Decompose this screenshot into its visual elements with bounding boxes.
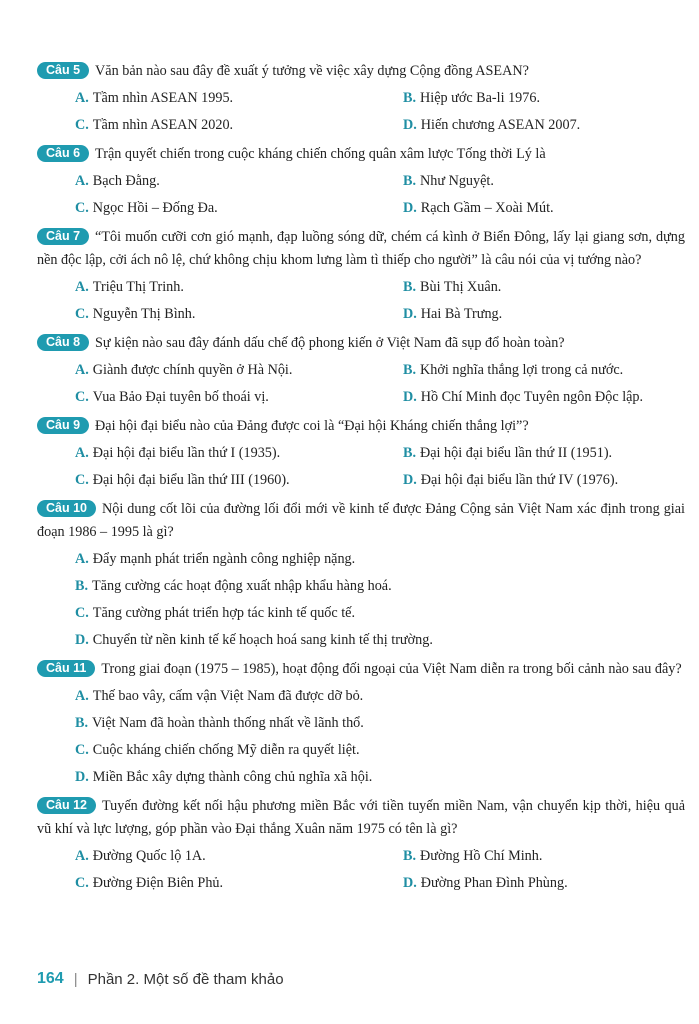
option-text: Cuộc kháng chiến chống Mỹ diễn ra quyết liệt. <box>92 742 360 758</box>
option-letter: C. <box>75 117 89 133</box>
option-b[interactable] <box>403 170 699 193</box>
option-b[interactable] <box>75 575 685 598</box>
option-text: Bạch Đằng. <box>92 173 160 189</box>
option-text: Hồ Chí Minh đọc Tuyên ngôn Độc lập. <box>420 389 644 405</box>
option-text: Hiệp ước Ba-li 1976. <box>420 90 541 106</box>
question-5 <box>37 60 685 137</box>
option-letter: A. <box>75 688 89 704</box>
page-content <box>37 60 685 901</box>
option-letter: B. <box>403 362 417 378</box>
option-letter: B. <box>403 848 417 864</box>
option-text: Rạch Gầm – Xoài Mút. <box>420 200 554 216</box>
question-stem <box>37 332 685 355</box>
option-letter: D. <box>75 769 89 785</box>
option-text: Đại hội đại biểu lần thứ IV (1976). <box>420 472 619 488</box>
question-badge: Câu 9 <box>37 417 89 434</box>
question-badge: Câu 8 <box>37 334 89 351</box>
option-letter: A. <box>75 362 89 378</box>
option-d[interactable] <box>403 303 699 326</box>
option-text: Tầm nhìn ASEAN 2020. <box>92 117 234 133</box>
option-text: Tăng cường phát triển hợp tác kinh tế quốc tế. <box>92 605 356 621</box>
option-text: Đẩy mạnh phát triển ngành công nghiệp nặng. <box>92 551 356 567</box>
question-stem <box>37 795 685 841</box>
question-8 <box>37 332 685 409</box>
question-stem <box>37 143 685 166</box>
option-text: Như Nguyệt. <box>420 173 494 189</box>
option-b[interactable] <box>403 87 699 110</box>
option-a[interactable] <box>75 685 685 708</box>
option-d[interactable] <box>75 766 685 789</box>
option-letter: C. <box>75 389 89 405</box>
option-a[interactable] <box>75 442 395 465</box>
question-stem <box>37 60 685 83</box>
option-d[interactable] <box>403 386 699 409</box>
question-stem <box>37 226 685 272</box>
question-text: “Tôi muốn cưỡi cơn gió mạnh, đạp luồng sóng dữ, chém cá kình ở Biển Đông, lấy lại giang sơn, dựng nền độc lập, cởi ách nô lệ, chứ không chịu khom lưng làm tì thiếp cho người” là câu nói của vị tướng nào? <box>37 229 685 268</box>
option-letter: B. <box>75 715 89 731</box>
option-letter: C. <box>75 875 89 891</box>
options <box>37 685 685 789</box>
question-text: Trận quyết chiến trong cuộc kháng chiến chống quân xâm lược Tống thời Lý là <box>95 146 546 162</box>
option-text: Hai Bà Trưng. <box>420 306 503 322</box>
question-text: Tuyến đường kết nối hậu phương miền Bắc với tiền tuyến miền Nam, vận chuyển kịp thời, hiệu quả vũ khí và lực lượng, góp phần vào Đại thắng Xuân năm 1975 có tên là gì? <box>37 798 685 837</box>
page-footer <box>37 970 284 988</box>
option-d[interactable] <box>75 629 685 652</box>
option-letter: C. <box>75 200 89 216</box>
option-text: Đường Phan Đình Phùng. <box>420 875 568 891</box>
question-badge: Câu 5 <box>37 62 89 79</box>
option-text: Khởi nghĩa thắng lợi trong cả nước. <box>420 362 624 378</box>
option-letter: D. <box>403 875 417 891</box>
options <box>37 845 685 895</box>
options <box>37 548 685 652</box>
option-letter: D. <box>403 117 417 133</box>
option-letter: A. <box>75 551 89 567</box>
option-text: Ngọc Hồi – Đống Đa. <box>92 200 218 216</box>
option-text: Vua Bảo Đại tuyên bố thoái vị. <box>92 389 269 405</box>
option-letter: B. <box>403 445 417 461</box>
option-text: Triệu Thị Trinh. <box>92 279 184 295</box>
option-text: Chuyển từ nền kinh tế kế hoạch hoá sang kinh tế thị trường. <box>92 632 433 648</box>
option-c[interactable] <box>75 872 395 895</box>
option-text: Tầm nhìn ASEAN 1995. <box>92 90 234 106</box>
question-badge: Câu 6 <box>37 145 89 162</box>
option-text: Bùi Thị Xuân. <box>420 279 502 295</box>
question-12 <box>37 795 685 895</box>
option-d[interactable] <box>403 197 699 220</box>
option-b[interactable] <box>403 359 699 382</box>
question-text: Đại hội đại biểu nào của Đảng được coi là “Đại hội Kháng chiến thắng lợi”? <box>95 418 529 434</box>
option-text: Hiến chương ASEAN 2007. <box>420 117 581 133</box>
option-c[interactable] <box>75 469 395 492</box>
option-c[interactable] <box>75 303 395 326</box>
question-11 <box>37 658 685 789</box>
option-text: Việt Nam đã hoàn thành thống nhất về lãnh thổ. <box>92 715 364 731</box>
options <box>37 276 685 326</box>
option-a[interactable] <box>75 276 395 299</box>
option-c[interactable] <box>75 739 685 762</box>
option-letter: D. <box>403 472 417 488</box>
option-a[interactable] <box>75 548 685 571</box>
option-text: Đại hội đại biểu lần thứ I (1935). <box>92 445 281 461</box>
question-9 <box>37 415 685 492</box>
option-b[interactable] <box>403 845 699 868</box>
options <box>37 87 685 137</box>
footer-separator: | <box>73 970 78 988</box>
option-letter: B. <box>403 90 417 106</box>
option-text: Giành được chính quyền ở Hà Nội. <box>92 362 293 378</box>
question-badge: Câu 7 <box>37 228 89 245</box>
option-letter: B. <box>403 173 417 189</box>
option-letter: D. <box>403 306 417 322</box>
option-letter: B. <box>75 578 89 594</box>
option-letter: A. <box>75 848 89 864</box>
option-d[interactable] <box>403 872 699 895</box>
question-6 <box>37 143 685 220</box>
section-title: Phần 2. Một số đề tham khảo <box>87 970 284 988</box>
question-text: Văn bản nào sau đây đề xuất ý tưởng về việc xây dựng Cộng đồng ASEAN? <box>95 63 529 79</box>
question-7 <box>37 226 685 326</box>
question-stem <box>37 658 685 681</box>
option-text: Thế bao vây, cấm vận Việt Nam đã được dỡ bỏ. <box>92 688 364 704</box>
page-number: 164 <box>37 970 64 987</box>
option-a[interactable] <box>75 845 395 868</box>
question-10 <box>37 498 685 652</box>
option-c[interactable] <box>75 602 685 625</box>
option-b[interactable] <box>75 712 685 735</box>
option-letter: D. <box>403 200 417 216</box>
option-text: Đại hội đại biểu lần thứ III (1960). <box>92 472 290 488</box>
option-letter: A. <box>75 445 89 461</box>
option-letter: C. <box>75 306 89 322</box>
question-badge: Câu 10 <box>37 500 96 517</box>
option-b[interactable] <box>403 442 699 465</box>
option-a[interactable] <box>75 170 395 193</box>
option-text: Miền Bắc xây dựng thành công chủ nghĩa xã hội. <box>92 769 373 785</box>
option-text: Đường Quốc lộ 1A. <box>92 848 206 864</box>
question-stem <box>37 415 685 438</box>
question-badge: Câu 12 <box>37 797 96 814</box>
question-text: Trong giai đoạn (1975 – 1985), hoạt động đối ngoại của Việt Nam diễn ra trong bối cảnh nào sau đây? <box>101 661 682 677</box>
question-badge: Câu 11 <box>37 660 95 677</box>
question-text: Nội dung cốt lõi của đường lối đổi mới về kinh tế được Đảng Cộng sản Việt Nam xác định trong giai đoạn 1986 – 1995 là gì? <box>37 501 685 540</box>
question-stem <box>37 498 685 544</box>
option-text: Tăng cường các hoạt động xuất nhập khẩu hàng hoá. <box>92 578 392 594</box>
options <box>37 170 685 220</box>
option-c[interactable] <box>75 386 395 409</box>
option-text: Đại hội đại biểu lần thứ II (1951). <box>420 445 613 461</box>
option-d[interactable] <box>403 469 699 492</box>
option-text: Đường Điện Biên Phủ. <box>92 875 224 891</box>
option-letter: A. <box>75 279 89 295</box>
option-letter: D. <box>75 632 89 648</box>
option-letter: D. <box>403 389 417 405</box>
option-letter: A. <box>75 90 89 106</box>
question-text: Sự kiện nào sau đây đánh dấu chế độ phong kiến ở Việt Nam đã sụp đổ hoàn toàn? <box>95 335 565 351</box>
option-letter: B. <box>403 279 417 295</box>
option-a[interactable] <box>75 87 395 110</box>
option-letter: C. <box>75 605 89 621</box>
option-d[interactable] <box>403 114 699 137</box>
option-a[interactable] <box>75 359 395 382</box>
options <box>37 442 685 492</box>
option-letter: C. <box>75 742 89 758</box>
option-b[interactable] <box>403 276 699 299</box>
options <box>37 359 685 409</box>
option-c[interactable] <box>75 197 395 220</box>
option-text: Nguyễn Thị Bình. <box>92 306 196 322</box>
option-letter: A. <box>75 173 89 189</box>
option-c[interactable] <box>75 114 395 137</box>
option-text: Đường Hồ Chí Minh. <box>420 848 543 864</box>
option-letter: C. <box>75 472 89 488</box>
